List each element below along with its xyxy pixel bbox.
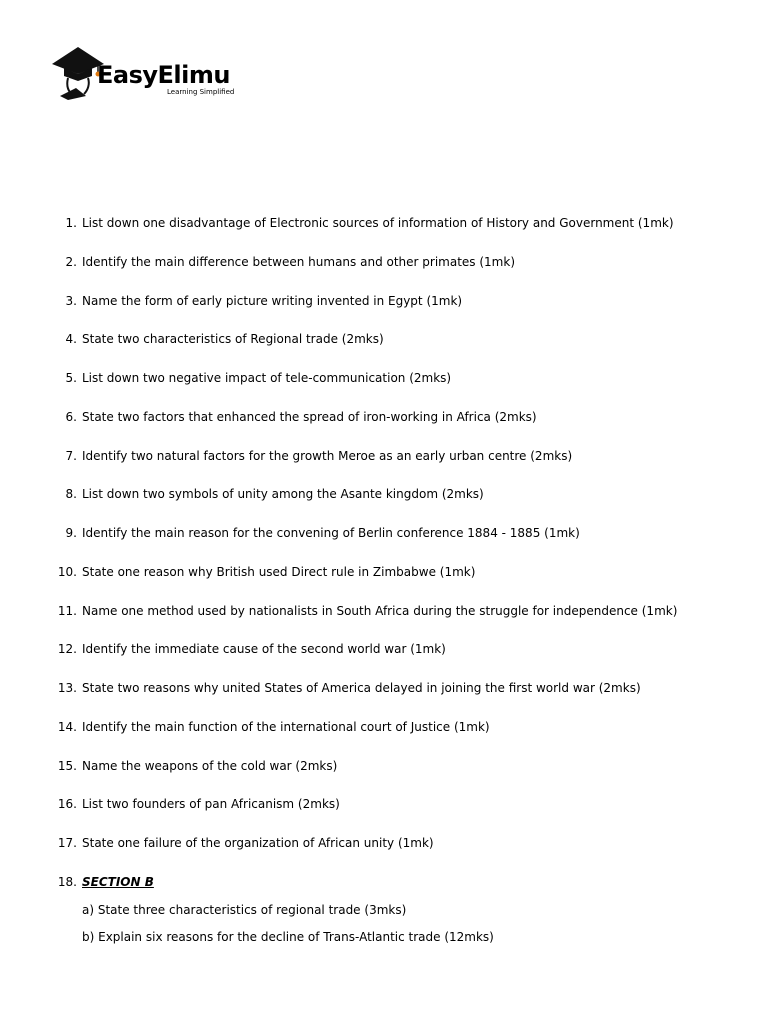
question-number: 8. bbox=[65, 487, 77, 502]
question-text: Identify the main reason for the convening of Berlin conference 1884 - 1885 (1mk) bbox=[82, 526, 580, 540]
question-item bbox=[0, 214, 768, 253]
question-text: List two founders of pan Africanism (2mks) bbox=[82, 797, 340, 812]
question-text: State two factors that enhanced the spread of iron-working in Africa (2mks) bbox=[82, 409, 537, 424]
question-number: 2. bbox=[65, 254, 77, 269]
question-item bbox=[0, 834, 768, 873]
question-text: Identify the main function of the international court of Justice (1mk) bbox=[82, 719, 490, 734]
question-number: 11. bbox=[57, 603, 77, 618]
question-item bbox=[0, 640, 768, 679]
logo-tagline: Learning Simplified bbox=[167, 88, 235, 96]
question-text: List down one disadvantage of Electronic sources of information of History and Government (1mk) bbox=[82, 216, 674, 230]
question-text: Name the weapons of the cold war (2mks) bbox=[82, 758, 338, 773]
question-item bbox=[0, 485, 768, 524]
question-item bbox=[0, 757, 768, 796]
question-number: 5. bbox=[65, 371, 77, 385]
question-number: 9. bbox=[65, 526, 77, 540]
question-item bbox=[0, 563, 768, 602]
question-number: 10. bbox=[57, 564, 77, 579]
question-text: State one reason why British used Direct rule in Zimbabwe (1mk) bbox=[82, 564, 476, 579]
question-item bbox=[0, 524, 768, 563]
question-number: 12. bbox=[57, 642, 77, 657]
question-item bbox=[0, 292, 768, 331]
question-text: State two characteristics of Regional trade (2mks) bbox=[82, 332, 384, 347]
question-item bbox=[0, 369, 768, 408]
question-text: Identify two natural factors for the growth Meroe as an early urban centre (2mks) bbox=[82, 448, 573, 463]
question-text: Name the form of early picture writing invented in Egypt (1mk) bbox=[82, 293, 463, 308]
question-number: 16. bbox=[57, 797, 77, 812]
section-b-item bbox=[0, 873, 768, 944]
question-text: List down two negative impact of tele-communication (2mks) bbox=[82, 371, 452, 385]
question-item bbox=[0, 679, 768, 718]
question-text: Name one method used by nationalists in South Africa during the struggle for independence (1mk) bbox=[82, 603, 678, 618]
question-item bbox=[0, 253, 768, 292]
question-item bbox=[0, 718, 768, 757]
question-item bbox=[0, 408, 768, 447]
question-number: 3. bbox=[65, 293, 77, 308]
question-text: Identify the immediate cause of the second world war (1mk) bbox=[82, 642, 446, 657]
question-number: 14. bbox=[57, 719, 77, 734]
question-number: 6. bbox=[65, 409, 77, 424]
question-number: 17. bbox=[57, 836, 77, 850]
question-number: 7. bbox=[65, 448, 77, 463]
question-item bbox=[0, 795, 768, 834]
question-number: 18. bbox=[57, 874, 77, 889]
question-number: 13. bbox=[57, 681, 77, 695]
question-text: Identify the main difference between humans and other primates (1mk) bbox=[82, 254, 515, 269]
logo-wordmark: EasyElimu bbox=[97, 61, 230, 89]
section-b-part-a: a) State three characteristics of regional trade (3mks) bbox=[82, 902, 407, 917]
question-text: State two reasons why united States of America delayed in joining the first world war (2mks) bbox=[82, 681, 641, 695]
question-number: 4. bbox=[65, 332, 77, 347]
question-list bbox=[0, 214, 768, 944]
question-text: List down two symbols of unity among the Asante kingdom (2mks) bbox=[82, 487, 484, 502]
question-item bbox=[0, 330, 768, 369]
question-item bbox=[0, 447, 768, 486]
section-b-part-b: b) Explain six reasons for the decline of Trans-Atlantic trade (12mks) bbox=[82, 929, 494, 944]
easyelimu-logo bbox=[50, 44, 250, 104]
question-number: 1. bbox=[65, 216, 77, 230]
question-number: 15. bbox=[57, 758, 77, 773]
question-text: State one failure of the organization of African unity (1mk) bbox=[82, 836, 434, 850]
section-b-heading: SECTION B bbox=[82, 874, 154, 889]
question-item bbox=[0, 602, 768, 641]
